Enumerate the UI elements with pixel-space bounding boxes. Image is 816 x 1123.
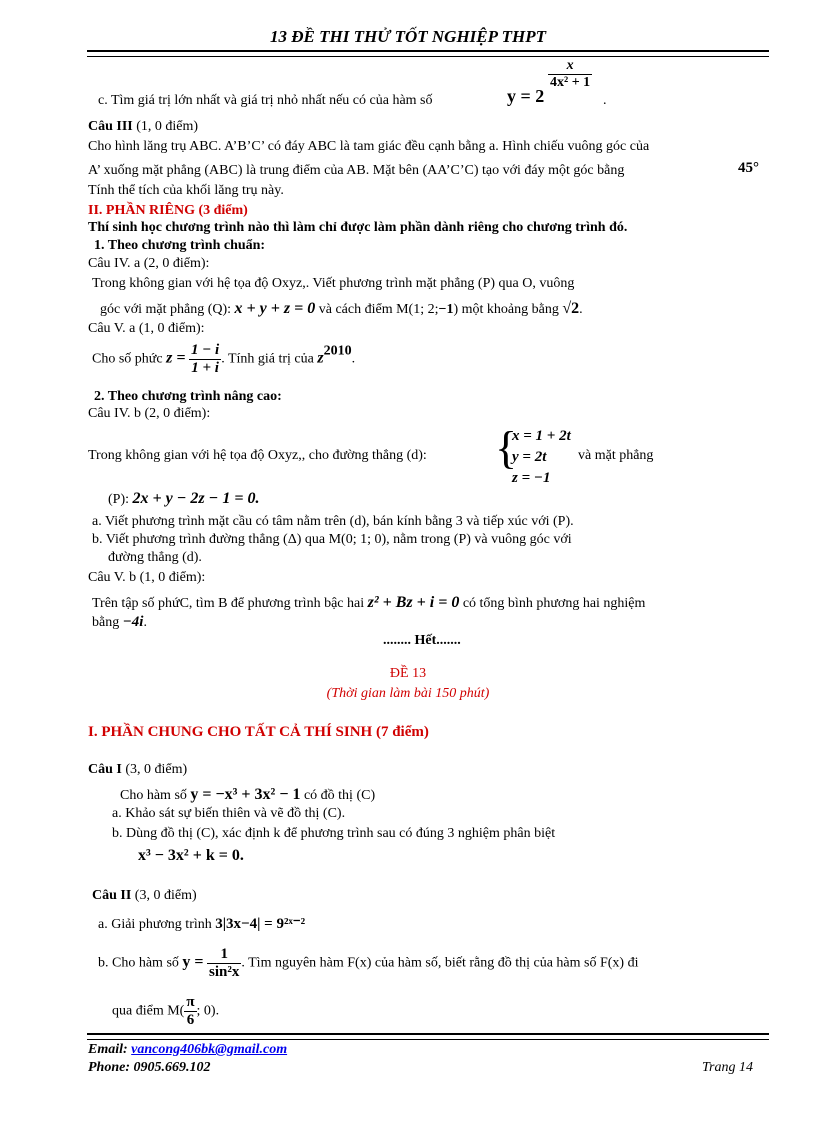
exam-13-title: ĐỀ 13 — [389, 666, 427, 681]
q3-text-1: Cho hình lăng trụ ABC. A’B’C’ có đáy ABC là tam giác đều cạnh bằng a. Hình chiếu vuông góc của — [88, 139, 650, 154]
question-c-text: c. Tìm giá trị lớn nhất và giá trị nhỏ nhất nếu có của hàm số — [98, 93, 433, 108]
q3-text-3: Tính thể tích của khối lăng trụ này. — [88, 183, 284, 198]
footer-rule — [87, 1033, 769, 1040]
question-c-formula: y = 2 — [507, 86, 545, 106]
footer-phone: Phone: 0905.669.102 — [88, 1060, 211, 1075]
q4b-item-a: a. Viết phương trình mặt cầu có tâm nằm trên (d), bán kính bằng 3 và tiếp xúc với (P). — [92, 514, 574, 529]
q2-heading: Câu II (3, 0 điểm) — [92, 888, 197, 903]
question-c-exponent: $\frac{x}{\text{4x² + 1}}$ — [550, 58, 591, 90]
q4b-item-b-1: b. Viết phương trình đường thẳng (Δ) qua M(0; 1; 0), nằm trong (P) và vuông góc với — [92, 532, 572, 547]
q3-heading: Câu III (1, 0 điểm) — [88, 119, 199, 134]
email-link[interactable]: vancong406bk@gmail.com — [131, 1042, 288, 1057]
system-brace: { — [495, 422, 518, 473]
q5b-title: Câu V. b (1, 0 điểm): — [88, 570, 206, 585]
q5a-text: Cho số phức z = $\frac{1 - i}{1 + i}$ . Tính giá trị của $z^{2010}$. — [92, 342, 356, 376]
header-rule — [87, 50, 769, 57]
exam13-part1-title: I. PHẦN CHUNG CHO TẤT CẢ THÍ SINH (7 điểm) — [88, 724, 429, 740]
advanced-program-title: 2. Theo chương trình nâng cao: — [94, 389, 282, 404]
part2-note: Thí sinh học chương trình nào thì làm chỉ được làm phần dành riêng cho chương trình đó. — [88, 220, 628, 235]
q1-item-b-eq: x³ − 3x² + k = 0. — [138, 847, 244, 864]
end-marker: ........ Hết....... — [383, 633, 461, 648]
system-eq-1: x = 1 + 2t — [512, 428, 571, 444]
q4b-text-1b: và mặt phẳng — [578, 448, 654, 463]
q4b-plane: (P): 2x + y − 2z − 1 = 0. — [108, 490, 260, 507]
q4a-title: Câu IV. a (2, 0 điểm): — [88, 256, 210, 271]
q5a-title: Câu V. a (1, 0 điểm): — [88, 321, 205, 336]
q3-angle: 45° — [738, 160, 759, 176]
exam-13-time: (Thời gian làm bài 150 phút) — [326, 686, 490, 701]
q1-text: Cho hàm số y = −x³ + 3x² − 1 có đồ thị (C) — [120, 786, 376, 803]
q5b-text-1: Trên tập số phứC, tìm B để phương trình bậc hai z² + Bz + i = 0 có tổng bình phương hai nghiệm — [92, 594, 646, 611]
system-eq-3: z = −1 — [512, 470, 551, 486]
period: . — [603, 93, 607, 108]
q2-item-b-2: qua điểm M( $\frac{\pi}{6}$ ; 0). — [112, 994, 220, 1028]
footer-email: Email: vancong406bk@gmail.com — [88, 1042, 288, 1057]
q5b-text-2: bằng −4i. — [92, 614, 147, 630]
page-number: Trang 14 — [702, 1060, 753, 1075]
q1-heading: Câu I (3, 0 điểm) — [88, 762, 188, 777]
q4b-title: Câu IV. b (2, 0 điểm): — [88, 406, 211, 421]
q1-item-a: a. Khảo sát sự biến thiên và vẽ đồ thị (C). — [112, 806, 346, 821]
q4b-item-b-2: đường thẳng (d). — [108, 550, 202, 565]
q4a-text-2: góc với mặt phẳng (Q): x + y + z = 0 và cách điểm M(1; 2;−1) một khoảng bằng √2. — [100, 300, 583, 317]
q4a-text-1: Trong không gian với hệ tọa độ Oxyz,. Viết phương trình mặt phẳng (P) qua O, vuông — [92, 276, 575, 291]
q2-item-b: b. Cho hàm số y = $\frac{1}{\text{sin²x}}$ . Tìm nguyên hàm F(x) của hàm số, biết rằng đồ thị của hàm số F(x) đi — [98, 946, 639, 980]
q2-item-a: a. Giải phương trình 3|3x−4| = 9²ˣ⁻² — [98, 916, 306, 932]
q3-text-2: A’ xuống mặt phẳng (ABC) là trung điểm của AB. Mặt bên (AA’C’C) tạo với đáy một góc bằng — [88, 163, 625, 178]
q4b-text-1: Trong không gian với hệ tọa độ Oxyz,, cho đường thẳng (d): — [88, 448, 427, 463]
page-header-title: 13 ĐỀ THI THỬ TỐT NGHIỆP THPT — [269, 27, 547, 46]
system-eq-2: y = 2t — [512, 449, 547, 465]
q1-item-b-1: b. Dùng đồ thị (C), xác định k để phương trình sau có đúng 3 nghiệm phân biệt — [112, 826, 556, 841]
standard-program-title: 1. Theo chương trình chuẩn: — [94, 238, 266, 253]
part2-title: II. PHẦN RIÊNG (3 điểm) — [88, 203, 248, 218]
